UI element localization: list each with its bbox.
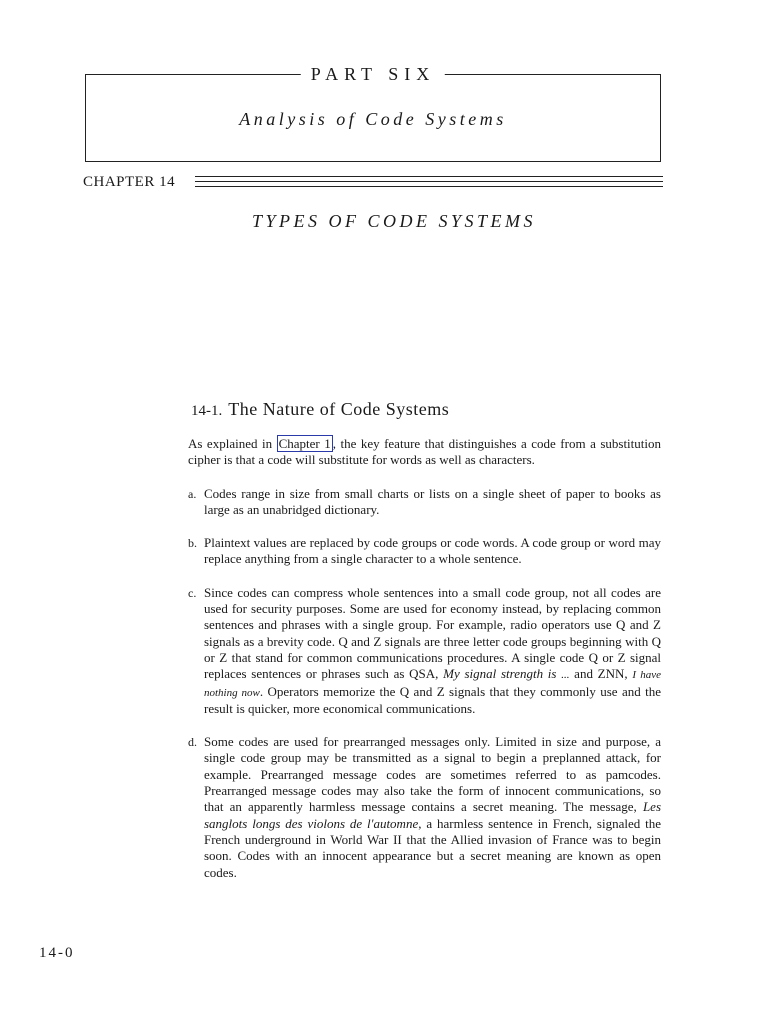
item-text-italic: I have nothing now (204, 669, 661, 699)
item-text-part: , a harmless sentence in French, signaled the French underground in World War II that the Allied invasion of France was to begin soon. Codes with an innocent appearance but a secret meaning are known as open codes. (204, 815, 662, 880)
item-letter: a. (188, 486, 197, 501)
chapter-rule (195, 176, 663, 177)
item-text-part: . Operators memorize the Q and Z signals that they commonly use and the result is quicker, more economical communications. (204, 683, 661, 716)
item-text-italic: My signal strength is (443, 666, 557, 682)
section-number: 14-1. (191, 403, 223, 419)
chapter-1-link[interactable]: Chapter 1 (278, 436, 331, 451)
item-letter: c. (188, 585, 197, 600)
item-text-italic: Les sanglots longs des violons de l'automne (204, 799, 661, 831)
item-text: Plaintext values are replaced by code groups or code words. A code group or word may replace anything from a single character to a whole sentence. (204, 535, 661, 567)
list-item-b (188, 535, 661, 568)
section-body (188, 436, 661, 898)
part-header-box (85, 64, 661, 162)
part-title: PART SIX (301, 64, 445, 84)
item-letter: d. (188, 735, 197, 750)
intro-paragraph (188, 436, 661, 469)
item-text (204, 585, 661, 717)
list-item-d (188, 734, 661, 881)
page-number: 14-0 (39, 945, 75, 961)
chapter-rule (195, 181, 663, 182)
list-item-a (188, 486, 661, 519)
chapter-rule (195, 186, 663, 187)
section-title: The Nature of Code Systems (228, 399, 450, 419)
item-text (204, 734, 661, 881)
chapter-label: CHAPTER 14 (83, 174, 176, 190)
item-text-part: Since codes can compress whole sentences into a small code group, not all codes are used for security purposes. Some are used for economy instead, by replacing common sentences and phrases with a single group. For example, radio operators use Q and Z signals as a brevity code. Q and Z signals are three letter code groups beginning with Q or Z that stand for common communications procedures. A single code Q or Z signal replaces sentences or phrases such as QSA, (204, 584, 661, 682)
section-heading (191, 399, 449, 420)
intro-text: As explained in (188, 436, 277, 451)
item-letter: b. (188, 536, 197, 551)
item-text-part: and ZNN, (569, 666, 633, 682)
part-subtitle: Analysis of Code Systems (239, 109, 507, 129)
intro-text: , the key feature that distinguishes a code from a substitution cipher is that a code will substitute for words as well as characters. (188, 436, 662, 468)
item-text-italic: ... (561, 669, 570, 682)
item-text-part: Some codes are used for prearranged messages only. Limited in size and purpose, a single code group may be transmitted as a signal to begin a preplanned attack, for example. Prearranged message codes are sometimes referred to as pamcodes. Prearranged message codes may also take the form of innocent communications, so that an apparently harmless message contains a secret meaning. The message, (204, 734, 661, 815)
item-text: Codes range in size from small charts or lists on a single sheet of paper to books as large as an unabridged dictionary. (204, 485, 661, 517)
list-item-c (188, 585, 661, 717)
chapter-title: TYPES OF CODE SYSTEMS (251, 211, 536, 231)
